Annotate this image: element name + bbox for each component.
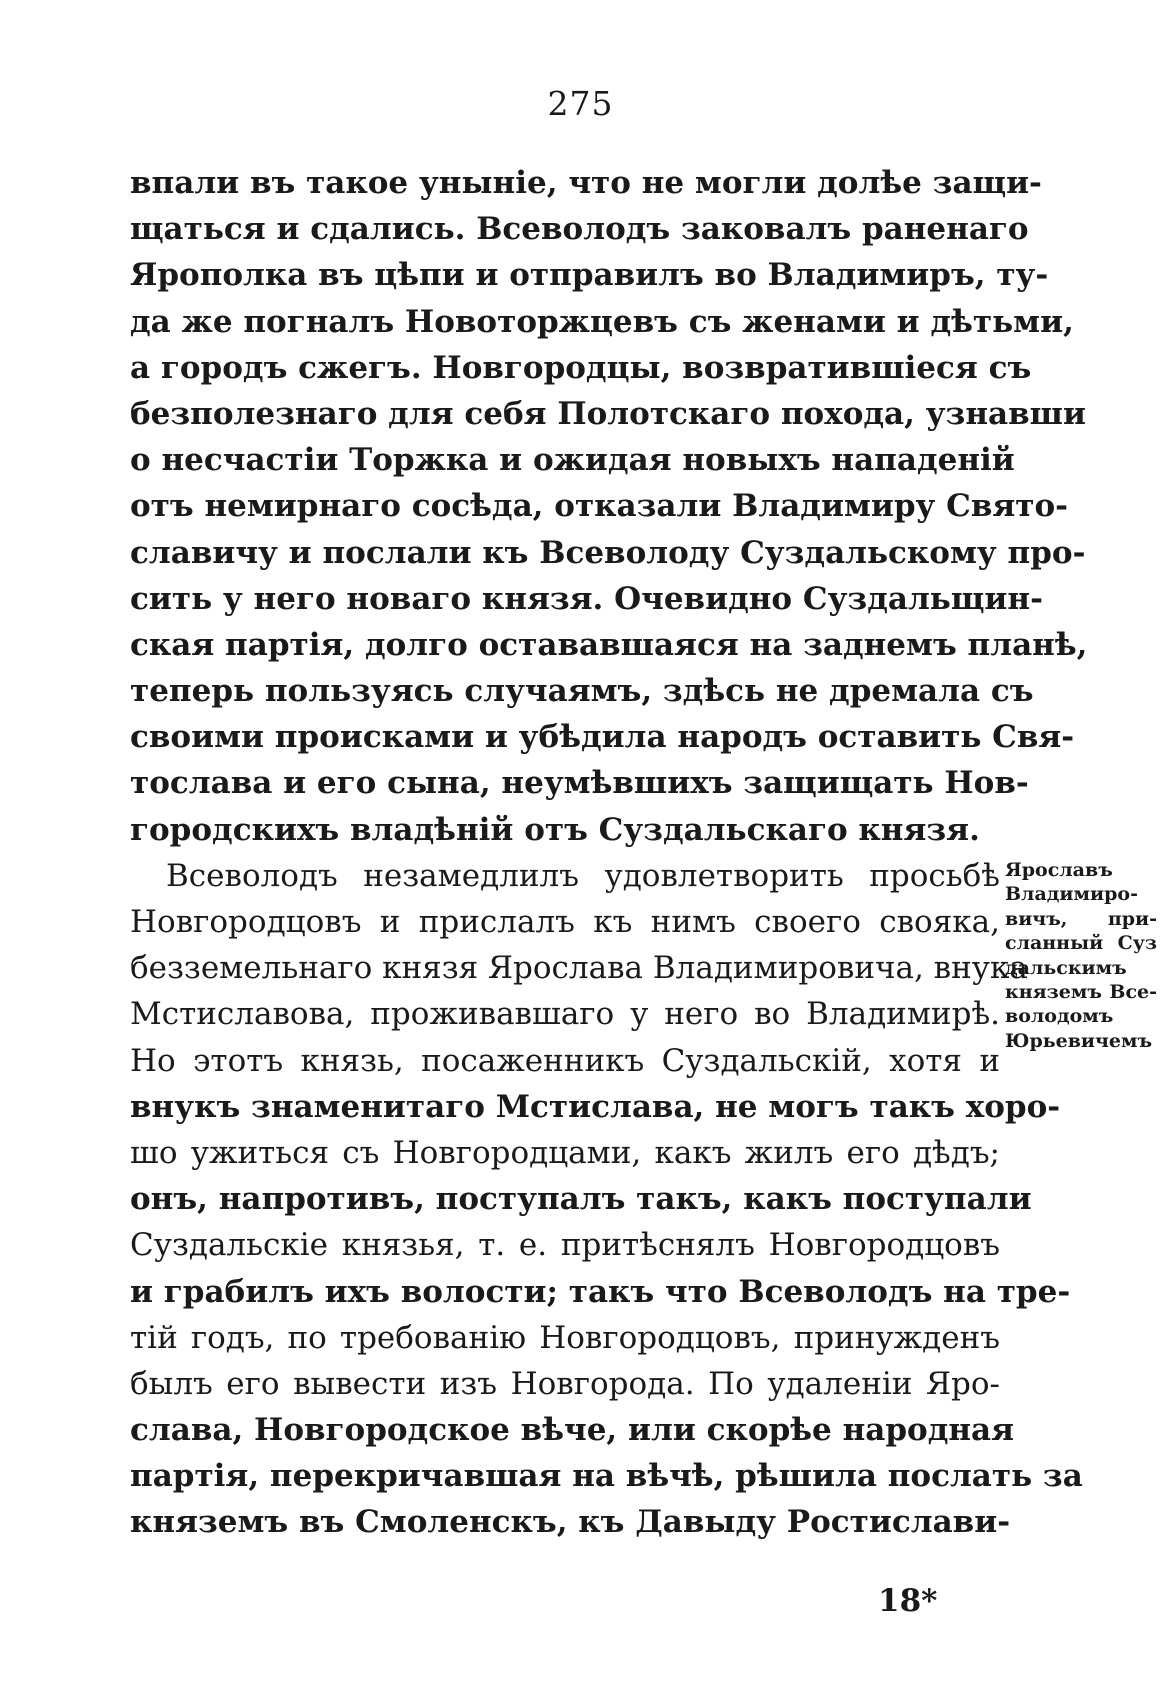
text-line: о несчастiи Торжка и ожидая новыхъ нападенiй xyxy=(130,442,1015,479)
margin-note-line: Юрьевичемъ xyxy=(1005,1029,1153,1052)
margin-note-line: сланный Суз xyxy=(1005,932,1157,955)
text-line: да же погналъ Новоторжцевъ съ женами и дѣтьми, xyxy=(130,303,1074,340)
text-line: княземъ въ Смоленскъ, къ Давыду Ростислави- xyxy=(130,1504,1011,1541)
margin-note-line: дальскимъ xyxy=(1005,956,1127,979)
text-line: сить у него новаго князя. Очевидно Суздальщин- xyxy=(130,580,1043,617)
text-line: внукъ знаменитаго Мстислава, не могъ такъ хоро- xyxy=(130,1088,1061,1125)
margin-note-line: володомъ xyxy=(1005,1005,1114,1028)
text-line: и грабилъ ихъ волости; такъ что Всеволодъ на тре- xyxy=(130,1273,1071,1310)
page-number: 275 xyxy=(547,84,614,123)
text-line: партiя, перекричавшая на вѣчѣ, рѣшила послать за xyxy=(130,1458,1083,1495)
text-line: Суздальскiе князья, т. е. притѣснялъ Новгородцовъ xyxy=(130,1227,1000,1264)
margin-note-line: Ярославъ xyxy=(1005,859,1113,881)
text-line: отъ немирнаго сосѣда, отказали Владимиру Свято- xyxy=(130,488,1069,525)
text-line: тiй годъ, по требованiю Новгородцовъ, принужденъ xyxy=(130,1319,1000,1356)
margin-note xyxy=(1005,858,1157,1053)
margin-note-line: княземъ Все- xyxy=(1005,980,1157,1003)
text-line: Мстиславова, проживавшаго у него во Владимирѣ. xyxy=(130,996,1000,1033)
text-line: онъ, напротивъ, поступалъ такъ, какъ поступали xyxy=(130,1181,1032,1218)
text-line: щаться и сдались. Всеволодъ заковалъ раненаго xyxy=(130,211,1029,248)
text-line: Но этотъ князь, посаженникъ Суздальскiй, хотя и xyxy=(130,1042,1000,1079)
text-line: городскихъ владѣнiй отъ Суздальскаго князя. xyxy=(130,811,980,848)
text-line: Новгородцовъ и прислалъ къ нимъ своего свояка, xyxy=(130,904,1000,940)
text-line: а городъ сжегъ. Новгородцы, возвратившiеся съ xyxy=(130,349,1032,386)
text-line: Ярополка въ цѣпи и отправилъ во Владимиръ, ту- xyxy=(130,257,1049,294)
signature-mark: 18* xyxy=(878,1583,938,1619)
text-line: славичу и послали къ Всеволоду Суздальскому про- xyxy=(130,534,1086,571)
text-line: былъ его вывести изъ Новгорода. По удаленiи Яро- xyxy=(130,1365,1000,1402)
text-line: безполезнаго для себя Полотскаго похода, узнавши xyxy=(130,395,1086,432)
text-line: безземельнаго князя Ярослава Владимировича, внука xyxy=(130,950,1028,987)
text-line: тослава и его сына, неумѣвшихъ защищать Нов- xyxy=(130,765,1029,802)
text-line: впали въ такое унынiе, что не могли долѣе защи- xyxy=(130,165,1042,201)
text-line: шо ужиться съ Новгородцами, какъ жилъ его дѣдъ; xyxy=(130,1134,1000,1171)
margin-note-line: Владимиро- xyxy=(1005,883,1138,906)
text-line: своими происками и убѣдила народъ оставить Свя- xyxy=(130,719,1075,756)
text-line: теперь пользуясь случаямъ, здѣсь не дремала съ xyxy=(130,673,1034,710)
margin-note-line: вичъ, при- xyxy=(1005,907,1157,930)
text-line: Всеволодъ незамедлилъ удовлетворить просьбѣ xyxy=(166,857,1000,894)
text-line: ская партiя, долго остававшаяся на заднемъ планѣ, xyxy=(130,626,1088,663)
text-line: слава, Новгородское вѣче, или скорѣе народная xyxy=(130,1412,1015,1449)
